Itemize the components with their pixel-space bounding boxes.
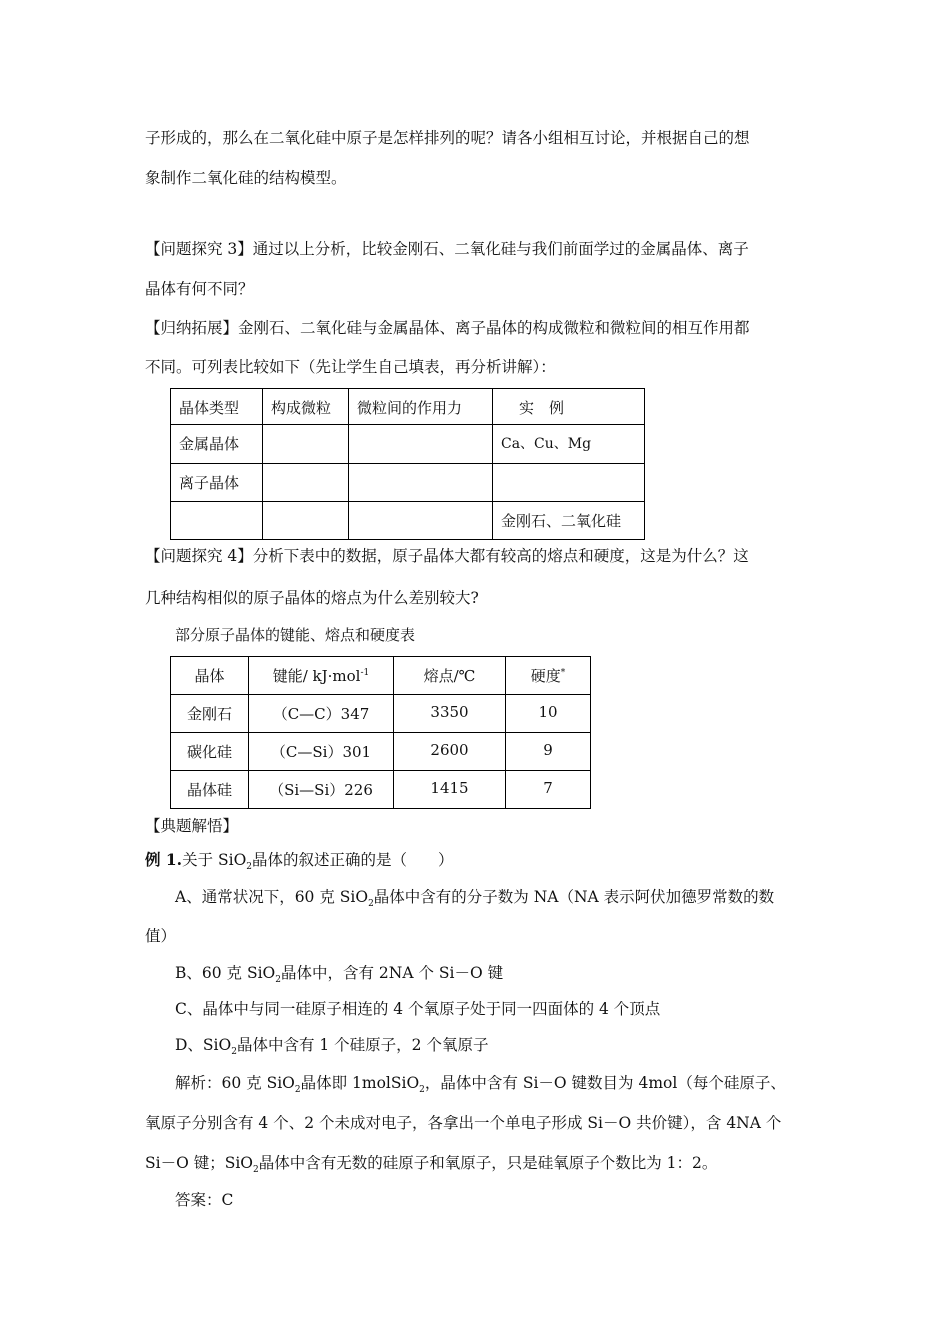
table-cell: 3350 <box>394 695 506 733</box>
table-cell: 7 <box>506 771 591 809</box>
table-cell: Ca、Cu、Mg <box>493 425 645 464</box>
answer: 答案：C <box>175 1191 234 1209</box>
table-cell: 金刚石 <box>171 695 249 733</box>
table-header-cell: 微粒间的作用力 <box>349 389 493 425</box>
option-text: D、SiO <box>175 1036 232 1054</box>
subscript: 2 <box>419 1085 425 1096</box>
table-row <box>171 425 645 464</box>
table-header-cell: 构成微粒 <box>263 389 349 425</box>
solution-line1 <box>175 1073 786 1100</box>
table-cell: 9 <box>506 733 591 771</box>
table-cell <box>263 502 349 540</box>
option-text: A、通常状况下，60 克 SiO <box>175 888 369 906</box>
table-row <box>171 733 591 771</box>
table-cell: 金刚石、二氧化硅 <box>493 502 645 540</box>
table-cell <box>263 464 349 502</box>
table-cell <box>263 425 349 464</box>
table-row <box>171 695 591 733</box>
table-cell: （C—Si）301 <box>249 733 394 771</box>
header-superscript: * <box>560 668 566 678</box>
example-heading: 【典题解悟】 <box>145 817 239 835</box>
table-cell <box>349 425 493 464</box>
solution-text: 晶体中含有无数的硅原子和氧原子，只是硅氧原子个数比为 1：2。 <box>258 1154 718 1172</box>
subscript: 2 <box>231 1047 237 1058</box>
table-header-cell <box>506 657 591 695</box>
solution-text: 解析：60 克 SiO <box>175 1074 295 1092</box>
option-c: C、晶体中与同一硅原子相连的 4 个氧原子处于同一四面体的 4 个顶点 <box>175 1000 661 1018</box>
table-cell: 1415 <box>394 771 506 809</box>
crystal-comparison-table <box>170 388 645 540</box>
stem-text: 关于 SiO <box>182 851 247 869</box>
stem-text: 晶体的叙述正确的是（ ） <box>252 851 454 869</box>
table-header-cell <box>249 657 394 695</box>
table-cell <box>349 502 493 540</box>
subscript: 2 <box>368 899 374 910</box>
table-cell: （Si—Si）226 <box>249 771 394 809</box>
q4-line2: 几种结构相似的原子晶体的熔点为什么差别较大? <box>145 589 479 607</box>
table-header-cell: 晶体 <box>171 657 249 695</box>
subscript: 2 <box>275 975 281 986</box>
table-cell: 碳化硅 <box>171 733 249 771</box>
subscript: 2 <box>246 862 253 873</box>
solution-text: 晶体即 1molSiO <box>300 1074 420 1092</box>
table-cell: 金属晶体 <box>171 425 263 464</box>
option-text: 晶体中含有的分子数为 NA（NA 表示阿伏加德罗常数的数 <box>373 888 775 906</box>
example-label: 例 1. <box>145 850 183 869</box>
solution-line2: 氧原子分别含有 4 个、2 个未成对电子，各拿出一个单电子形成 Si－O 共价键），含 4NA 个 <box>145 1114 782 1132</box>
table-row <box>171 464 645 502</box>
table-row <box>171 389 645 425</box>
table-cell <box>349 464 493 502</box>
bond-energy-header: 键能/ kJ·mol <box>272 667 361 685</box>
header-superscript: -1 <box>360 668 370 678</box>
q4-line1: 【问题探究 4】分析下表中的数据，原子晶体大都有较高的熔点和硬度，这是为什么？这 <box>145 547 749 565</box>
table-header-cell: 实 例 <box>493 389 645 425</box>
table-row <box>171 657 591 695</box>
summary-line2: 不同。可列表比较如下（先让学生自己填表，再分析讲解）： <box>145 358 556 376</box>
example1-stem <box>145 850 454 877</box>
table-cell <box>171 502 263 540</box>
para1-line2: 象制作二氧化硅的结构模型。 <box>145 169 347 187</box>
para1-line1: 子形成的，那么在二氧化硅中原子是怎样排列的呢？请各小组相互讨论，并根据自己的想 <box>145 129 750 147</box>
hardness-header: 硬度 <box>530 667 561 685</box>
option-text: 晶体中含有 1 个硅原子，2 个氧原子 <box>236 1036 489 1054</box>
option-a-cont: 值） <box>145 927 177 945</box>
q3-line2: 晶体有何不同？ <box>145 280 254 298</box>
option-a <box>175 887 774 914</box>
summary-line1: 【归纳拓展】金刚石、二氧化硅与金属晶体、离子晶体的构成微粒和微粒间的相互作用都 <box>145 319 750 337</box>
subscript: 2 <box>294 1085 301 1096</box>
table-cell: （C—C）347 <box>249 695 394 733</box>
solution-line3 <box>145 1153 717 1180</box>
option-text: B、60 克 SiO <box>175 964 276 982</box>
table-cell: 2600 <box>394 733 506 771</box>
atomic-crystal-table <box>170 656 591 809</box>
table-row <box>171 502 645 540</box>
subscript: 2 <box>253 1165 259 1176</box>
table-cell: 晶体硅 <box>171 771 249 809</box>
table-cell: 10 <box>506 695 591 733</box>
solution-text: Si－O 键；SiO <box>145 1154 253 1172</box>
option-d <box>175 1035 488 1062</box>
solution-text: ，晶体中含有 Si－O 键数目为 4mol（每个硅原子、 <box>424 1074 786 1092</box>
table-header-cell: 晶体类型 <box>171 389 263 425</box>
q3-line1: 【问题探究 3】通过以上分析，比较金刚石、二氧化硅与我们前面学过的金属晶体、离子 <box>145 240 749 258</box>
table-row <box>171 771 591 809</box>
table-header-cell: 熔点/℃ <box>394 657 506 695</box>
table-cell: 离子晶体 <box>171 464 263 502</box>
option-text: 晶体中，含有 2NA 个 Si－O 键 <box>281 964 504 982</box>
option-b <box>175 963 503 990</box>
table2-caption: 部分原子晶体的键能、熔点和硬度表 <box>175 626 416 644</box>
table-cell <box>493 464 645 502</box>
